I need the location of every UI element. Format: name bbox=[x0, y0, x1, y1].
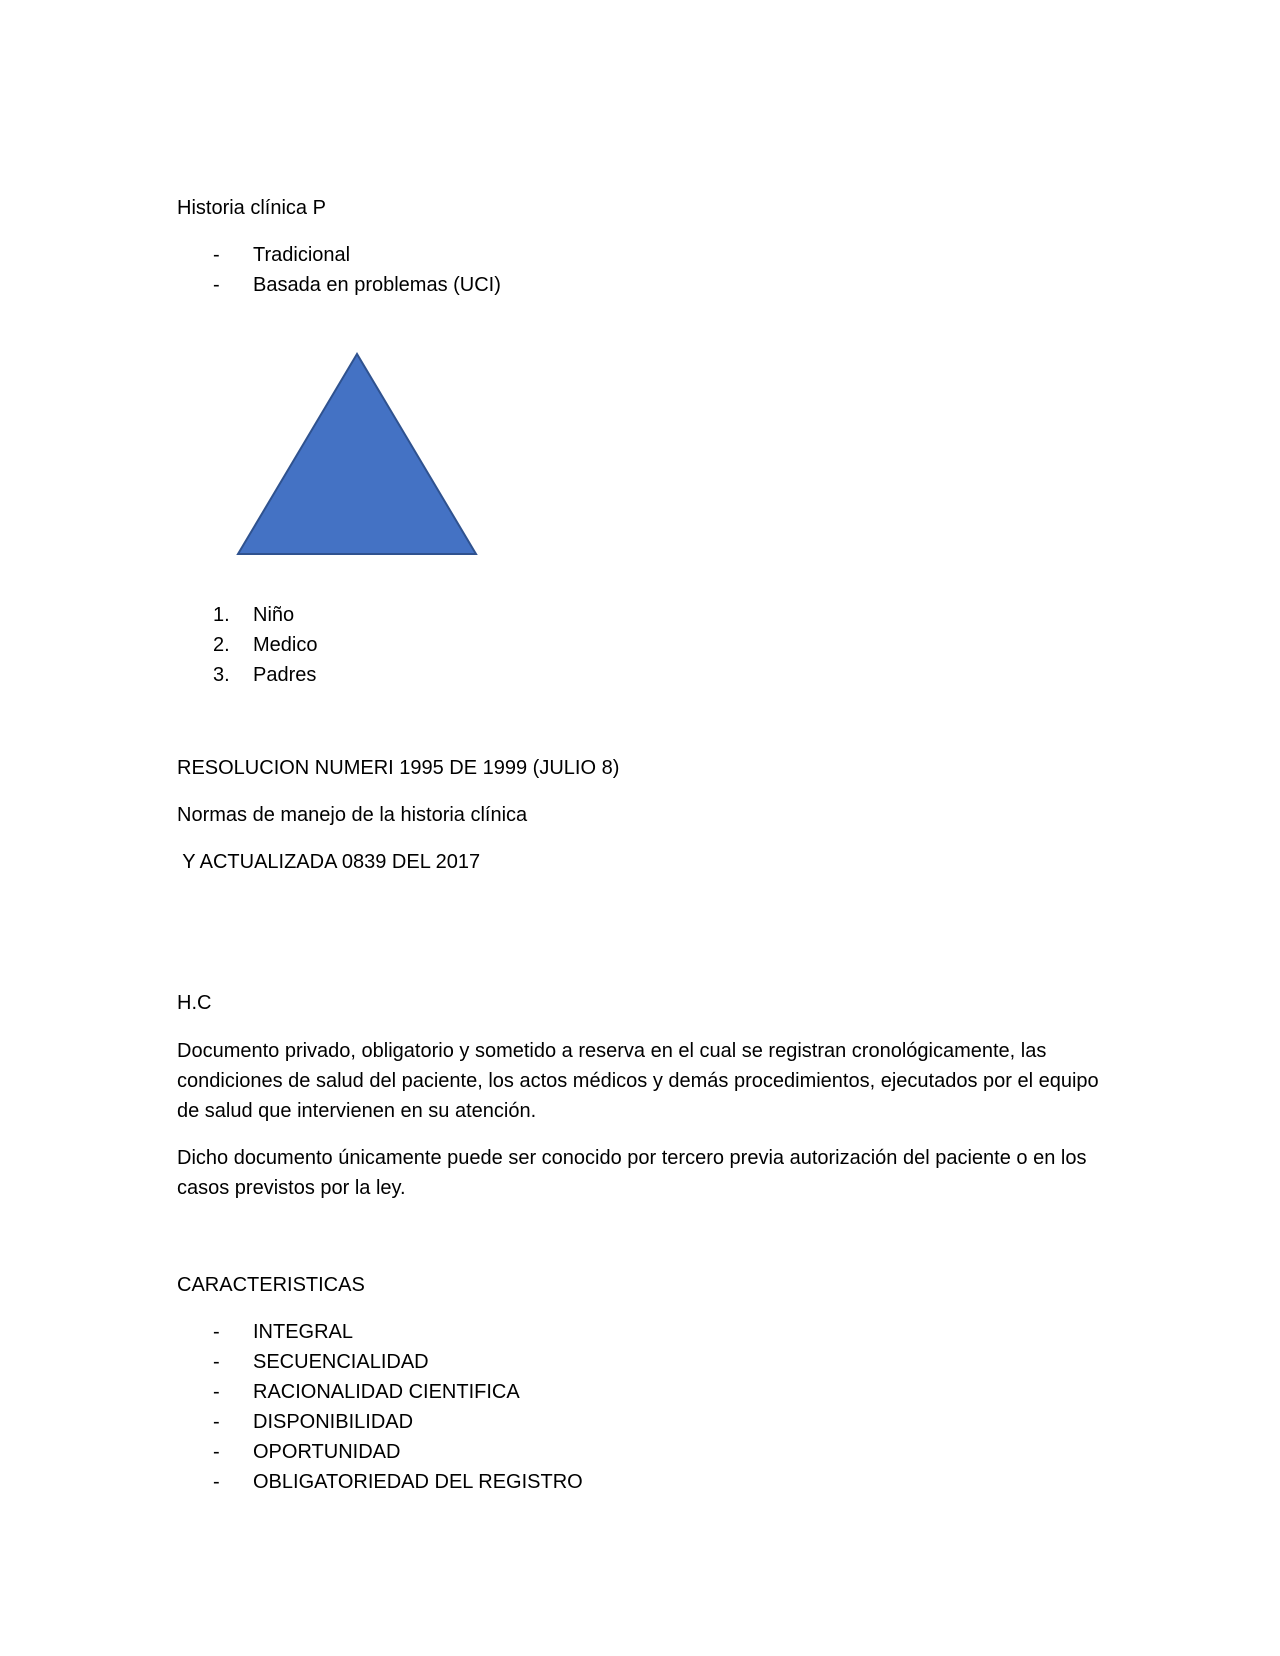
dash-marker: - bbox=[213, 1321, 220, 1343]
norms-line: Normas de manejo de la historia clínica bbox=[177, 804, 528, 826]
list-item-text: INTEGRAL bbox=[253, 1321, 354, 1343]
list-item-text: DISPONIBILIDAD bbox=[253, 1411, 414, 1433]
list-item-text: Basada en problemas (UCI) bbox=[253, 274, 501, 296]
list-item-text: OBLIGATORIEDAD DEL REGISTRO bbox=[253, 1471, 583, 1493]
triangle-shape bbox=[236, 352, 478, 556]
list-item-text: OPORTUNIDAD bbox=[253, 1441, 401, 1463]
updated-line: Y ACTUALIZADA 0839 DEL 2017 bbox=[177, 851, 481, 873]
dash-marker: - bbox=[213, 274, 220, 296]
triangle-polygon bbox=[238, 354, 476, 554]
dash-marker: - bbox=[213, 244, 220, 266]
definition-paragraph: Documento privado, obligatorio y sometido a reserva en el cual se registran cronológicamente, las condiciones de salud del paciente, los actos médicos y demás procedimientos, ejecutados por el equipo de salud que intervienen en su atención. bbox=[177, 1040, 1099, 1122]
hc-label: H.C bbox=[177, 992, 212, 1014]
dash-marker: - bbox=[213, 1441, 220, 1463]
resolution-line: RESOLUCION NUMERI 1995 DE 1999 (JULIO 8) bbox=[177, 757, 620, 779]
dash-marker: - bbox=[213, 1351, 220, 1373]
list-item-text: Tradicional bbox=[253, 244, 351, 266]
number-marker: 1. bbox=[213, 604, 230, 626]
list-item-text: Niño bbox=[253, 604, 295, 626]
document-heading: Historia clínica P bbox=[177, 197, 326, 219]
list-item-text: RACIONALIDAD CIENTIFICA bbox=[253, 1381, 520, 1403]
number-marker: 3. bbox=[213, 664, 230, 686]
list-item-text: Padres bbox=[253, 664, 317, 686]
dash-marker: - bbox=[213, 1411, 220, 1433]
number-marker: 2. bbox=[213, 634, 230, 656]
dash-marker: - bbox=[213, 1381, 220, 1403]
characteristics-title: CARACTERISTICAS bbox=[177, 1274, 365, 1296]
access-paragraph: Dicho documento únicamente puede ser conocido por tercero previa autorización del paciente o en los casos previstos por la ley. bbox=[177, 1147, 1087, 1199]
list-item-text: Medico bbox=[253, 634, 318, 656]
list-item-text: SECUENCIALIDAD bbox=[253, 1351, 429, 1373]
dash-marker: - bbox=[213, 1471, 220, 1493]
